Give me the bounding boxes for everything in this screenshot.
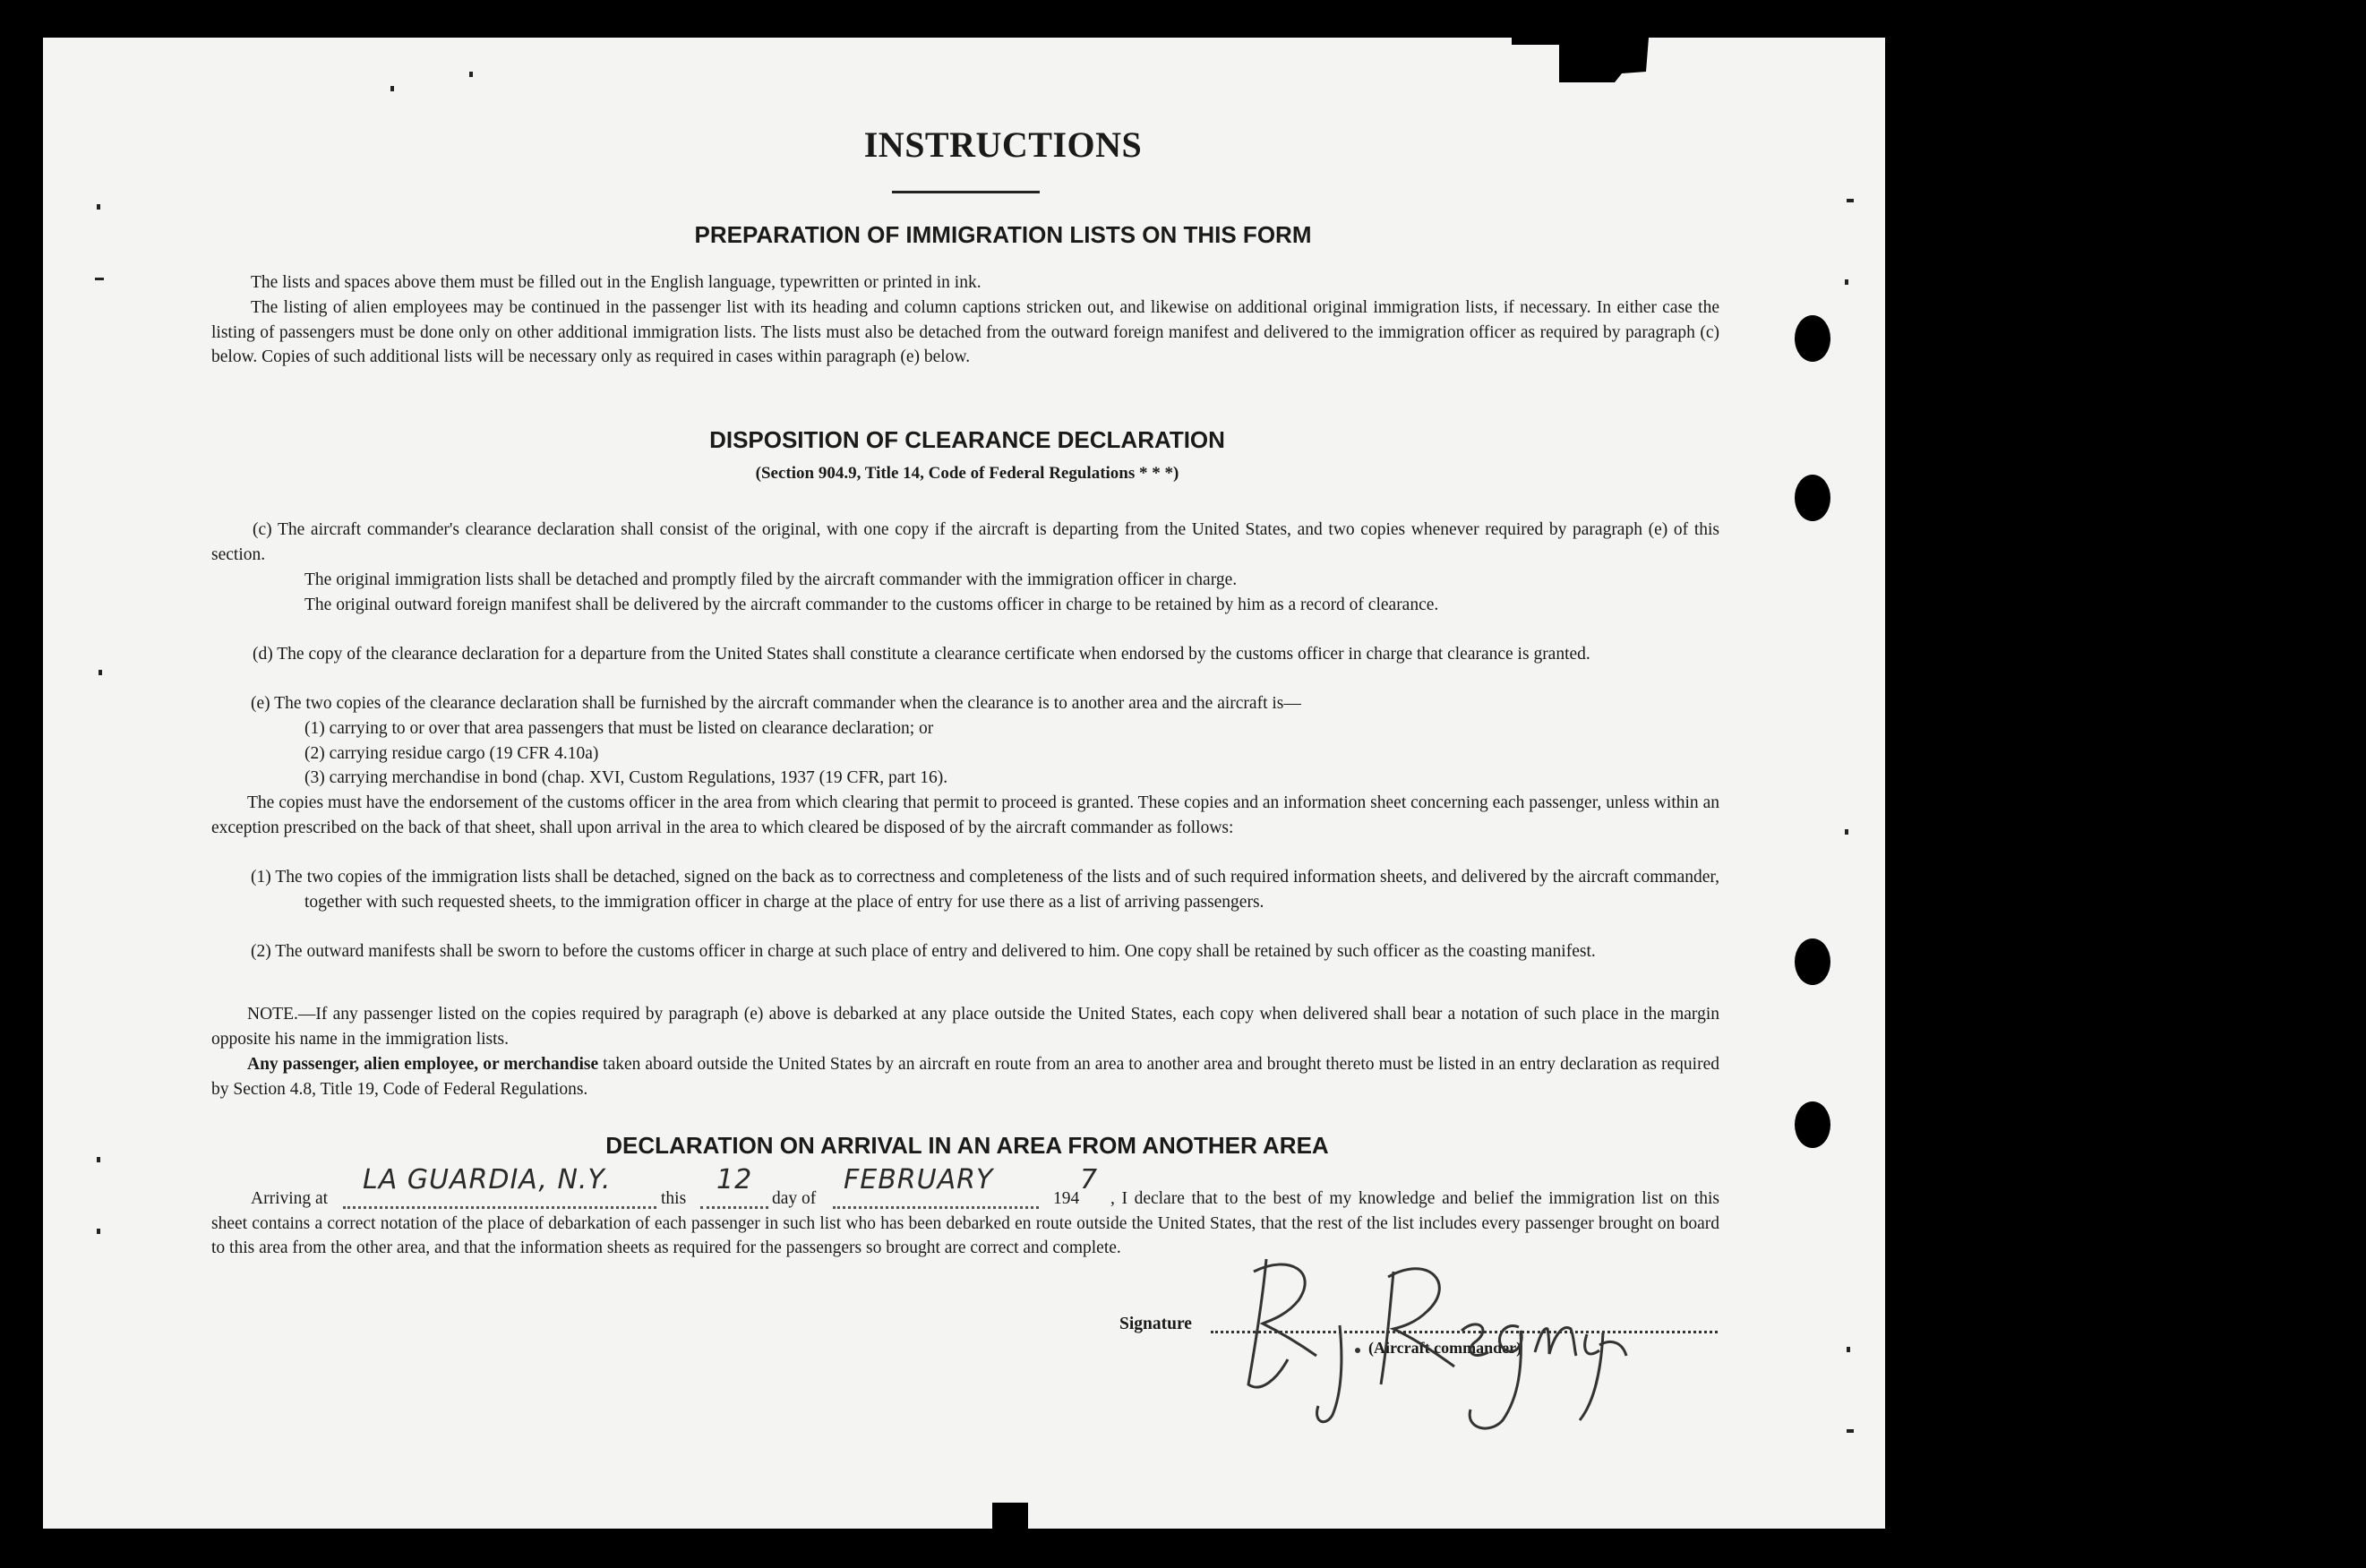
declaration-text: , I declare that to the best of my knowledge and belief the immigration list on this sheet contains a correct notation of the place of debarkation of each passenger in such list who has been debarked en route outside the United States, that the rest of the list includes every passenger brought on board to this area from the other area, and that the information sheets as required for the passengers so brought are correct and complete. — [211, 1189, 1719, 1257]
any-passenger-bold: Any passenger, alien employee, or merchandise — [247, 1055, 599, 1074]
paragraph-copies: The copies must have the endorsement of the customs officer in the area from which clearing that permit to proceed is granted. These copies and an information sheet concerning each passenger, unless within an exception prescribed on the back of that sheet, shall upon arrival in the area to which cleared be disposed of by the aircraft commander as follows: — [211, 793, 1719, 837]
label-day-of: day of — [772, 1189, 817, 1208]
arrival-month-field[interactable]: FEBRUARY — [844, 1164, 994, 1195]
arrival-day-field[interactable]: 12 — [716, 1164, 753, 1195]
paragraph-c: (c) The aircraft commander's clearance declaration shall consist of the original, with one copy if the aircraft is departing from the United States, and two copies whenever required by paragraph (e) of this section. — [211, 520, 1719, 564]
section-citation: (Section 904.9, Title 14, Code of Federal Regulations * * *) — [755, 464, 1179, 483]
year-prefix: 194 — [1053, 1189, 1080, 1208]
any-passenger-rest: taken aboard outside the United States by an aircraft en route from an area to another area and brought thereto must be listed in an entry declaration as required by Section 4.8, Title 19, Code of Federal Regulations. — [211, 1055, 1719, 1099]
title-underline — [892, 191, 1040, 193]
handwritten-signature[interactable] — [1236, 1245, 1648, 1433]
section-heading-declaration: DECLARATION ON ARRIVAL IN AN AREA FROM ANOTHER AREA — [605, 1132, 1329, 1159]
paragraph-c-1: The original immigration lists shall be detached and promptly filed by the aircraft commander with the immigration officer in charge. — [304, 570, 1238, 589]
punch-hole-1 — [1795, 315, 1830, 362]
paragraph-note: NOTE.—If any passenger listed on the copies required by paragraph (e) above is debarked at any place outside the United States, each copy when delivered shall bear a notation of such place in the margin opposite his name in the immigration lists. — [211, 1005, 1719, 1049]
paragraph-d: (d) The copy of the clearance declaration for a departure from the United States shall constitute a clearance certificate when endorsed by the customs officer in charge that clearance is granted. — [253, 645, 1590, 664]
paragraph-english: The lists and spaces above them must be filled out in the English language, typewritten or printed in ink. — [251, 273, 982, 292]
arrival-place-field[interactable]: LA GUARDIA, N.Y. — [363, 1164, 612, 1195]
section-heading-disposition: DISPOSITION OF CLEARANCE DECLARATION — [709, 426, 1225, 453]
signature-caption: (Aircraft commander) — [1368, 1339, 1522, 1357]
punch-hole-3 — [1795, 938, 1830, 985]
paragraph-e: (e) The two copies of the clearance declaration shall be furnished by the aircraft commander when the clearance is to another area and the aircraft is— — [251, 694, 1301, 713]
paragraph-e-1: (1) carrying to or over that area passengers that must be listed on clearance declaration; or — [304, 719, 934, 738]
paragraph-alien-employees: The listing of alien employees may be continued in the passenger list with its heading and column captions stricken out, and likewise on additional original immigration lists, if necessary. In either case the listing of passengers must be done only on other additional immigration lists. The lists must also be detached from the outward foreign manifest and delivered to the immigration officer as required by paragraph (c) below. Copies of such additional lists will be necessary only as required in cases within paragraph (e) below. — [211, 298, 1719, 366]
paragraph-e-2: (2) carrying residue cargo (19 CFR 4.10a) — [304, 744, 599, 763]
document-title: INSTRUCTIONS — [863, 124, 1143, 165]
paragraph-f-2: (2) The outward manifests shall be sworn to before the customs officer in charge at such place of entry and delivered to him. One copy shall be retained by such officer as the coasting manifest. — [251, 942, 1596, 961]
paragraph-f-1: (1) The two copies of the immigration lists shall be detached, signed on the back as to correctness and completeness of the lists and of such required information sheets, and delivered by the aircraft commander, together with such requested sheets, to the immigration officer in charge at the place of entry for use there as a list of arriving passengers. — [251, 868, 1719, 912]
label-signature: Signature — [1119, 1315, 1192, 1333]
arrival-year-field[interactable]: 7 — [1080, 1164, 1099, 1195]
label-arriving-at: Arriving at — [251, 1189, 329, 1208]
paragraph-e-3: (3) carrying merchandise in bond (chap. XVI, Custom Regulations, 1937 (19 CFR, part 16). — [304, 768, 948, 787]
label-this: this — [661, 1189, 687, 1208]
paragraph-any-passenger — [211, 1052, 1719, 1101]
section-heading-preparation: PREPARATION OF IMMIGRATION LISTS ON THIS FORM — [694, 221, 1312, 248]
paragraph-c-2: The original outward foreign manifest shall be delivered by the aircraft commander to the customs officer in charge to be retained by him as a record of clearance. — [304, 595, 1439, 614]
